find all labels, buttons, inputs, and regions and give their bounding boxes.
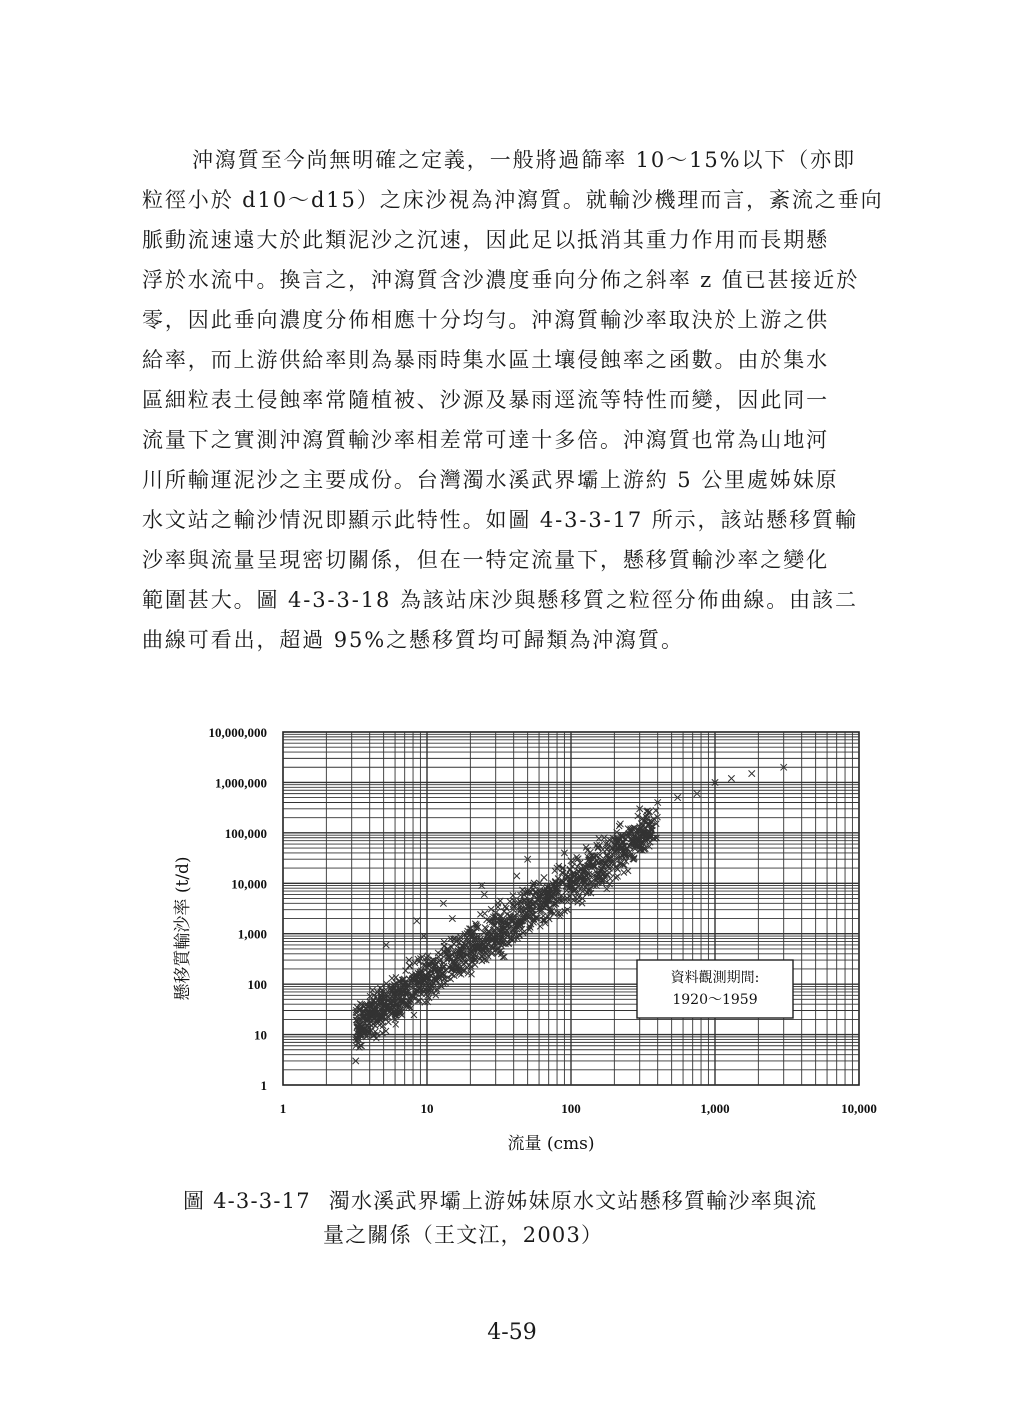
paragraph-line: 浮於水流中。換言之，沖瀉質含沙濃度垂向分佈之斜率 z 值已甚接近於 xyxy=(142,268,860,292)
y-tick-label: 10 xyxy=(254,1027,267,1043)
paragraph-line: 範圍甚大。圖 4-3-3-18 為該站床沙與懸移質之粒徑分佈曲線。由該二 xyxy=(142,588,858,612)
body-paragraph xyxy=(142,140,917,660)
y-tick-label: 100 xyxy=(247,977,267,993)
paragraph-line: 流量下之實測沖瀉質輸沙率相差常可達十多倍。沖瀉質也常為山地河 xyxy=(142,428,829,452)
caption-line-2: 量之關係（王文江，2003） xyxy=(323,1223,604,1247)
x-axis-label: 流量 (cms) xyxy=(507,1134,595,1154)
x-tick-label: 10,000 xyxy=(841,1101,877,1116)
y-axis-label: 懸移質輸沙率 (t/d) xyxy=(173,856,193,1001)
scatter-chart xyxy=(150,712,910,1172)
y-tick-label: 1 xyxy=(260,1078,267,1093)
figure-caption xyxy=(183,1184,817,1252)
paragraph-line: 沖瀉質至今尚無明確之定義，一般將過篩率 10～15%以下（亦即 xyxy=(192,148,856,172)
y-tick-label: 1,000,000 xyxy=(215,775,267,791)
annotation-box xyxy=(637,960,793,1018)
x-tick-label: 1,000 xyxy=(700,1101,730,1116)
paragraph-line: 曲線可看出，超過 95%之懸移質均可歸類為沖瀉質。 xyxy=(142,628,684,652)
paragraph-line: 零，因此垂向濃度分佈相應十分均勻。沖瀉質輸沙率取決於上游之供 xyxy=(142,308,829,332)
y-tick-label: 10,000,000 xyxy=(208,725,267,740)
annotation-text: 1920～1959 xyxy=(672,992,758,1008)
paragraph-line: 沙率與流量呈現密切關係，但在一特定流量下，懸移質輸沙率之變化 xyxy=(142,548,829,572)
paragraph-line: 脈動流速遠大於此類泥沙之沉速，因此足以抵消其重力作用而長期懸 xyxy=(142,228,829,252)
caption-line-1: 濁水溪武界壩上游姊妹原水文站懸移質輸沙率與流 xyxy=(328,1189,818,1213)
annotation-text: 資料觀測期間: xyxy=(670,970,760,986)
paragraph-line: 給率，而上游供給率則為暴雨時集水區土壤侵蝕率之函數。由於集水 xyxy=(142,348,829,372)
y-tick-label: 10,000 xyxy=(231,876,267,892)
x-tick-label: 1 xyxy=(279,1101,287,1116)
y-tick-label: 1,000 xyxy=(237,926,267,942)
paragraph-line: 粒徑小於 d10～d15）之床沙視為沖瀉質。就輸沙機理而言，紊流之垂向 xyxy=(142,188,884,212)
page-number: 4-59 xyxy=(487,1320,537,1345)
paragraph-line: 川所輸運泥沙之主要成份。台灣濁水溪武界壩上游約 5 公里處姊妹原 xyxy=(142,468,839,492)
x-tick-label: 100 xyxy=(561,1101,581,1116)
paragraph-line: 水文站之輸沙情況即顯示此特性。如圖 4-3-3-17 所示，該站懸移質輸 xyxy=(142,508,858,532)
y-tick-label: 100,000 xyxy=(224,825,267,841)
paragraph-line: 區細粒表土侵蝕率常隨植被、沙源及暴雨逕流等特性而變，因此同一 xyxy=(142,388,829,412)
figure-number: 圖 4-3-3-17 xyxy=(183,1189,311,1213)
x-tick-label: 10 xyxy=(420,1101,434,1116)
